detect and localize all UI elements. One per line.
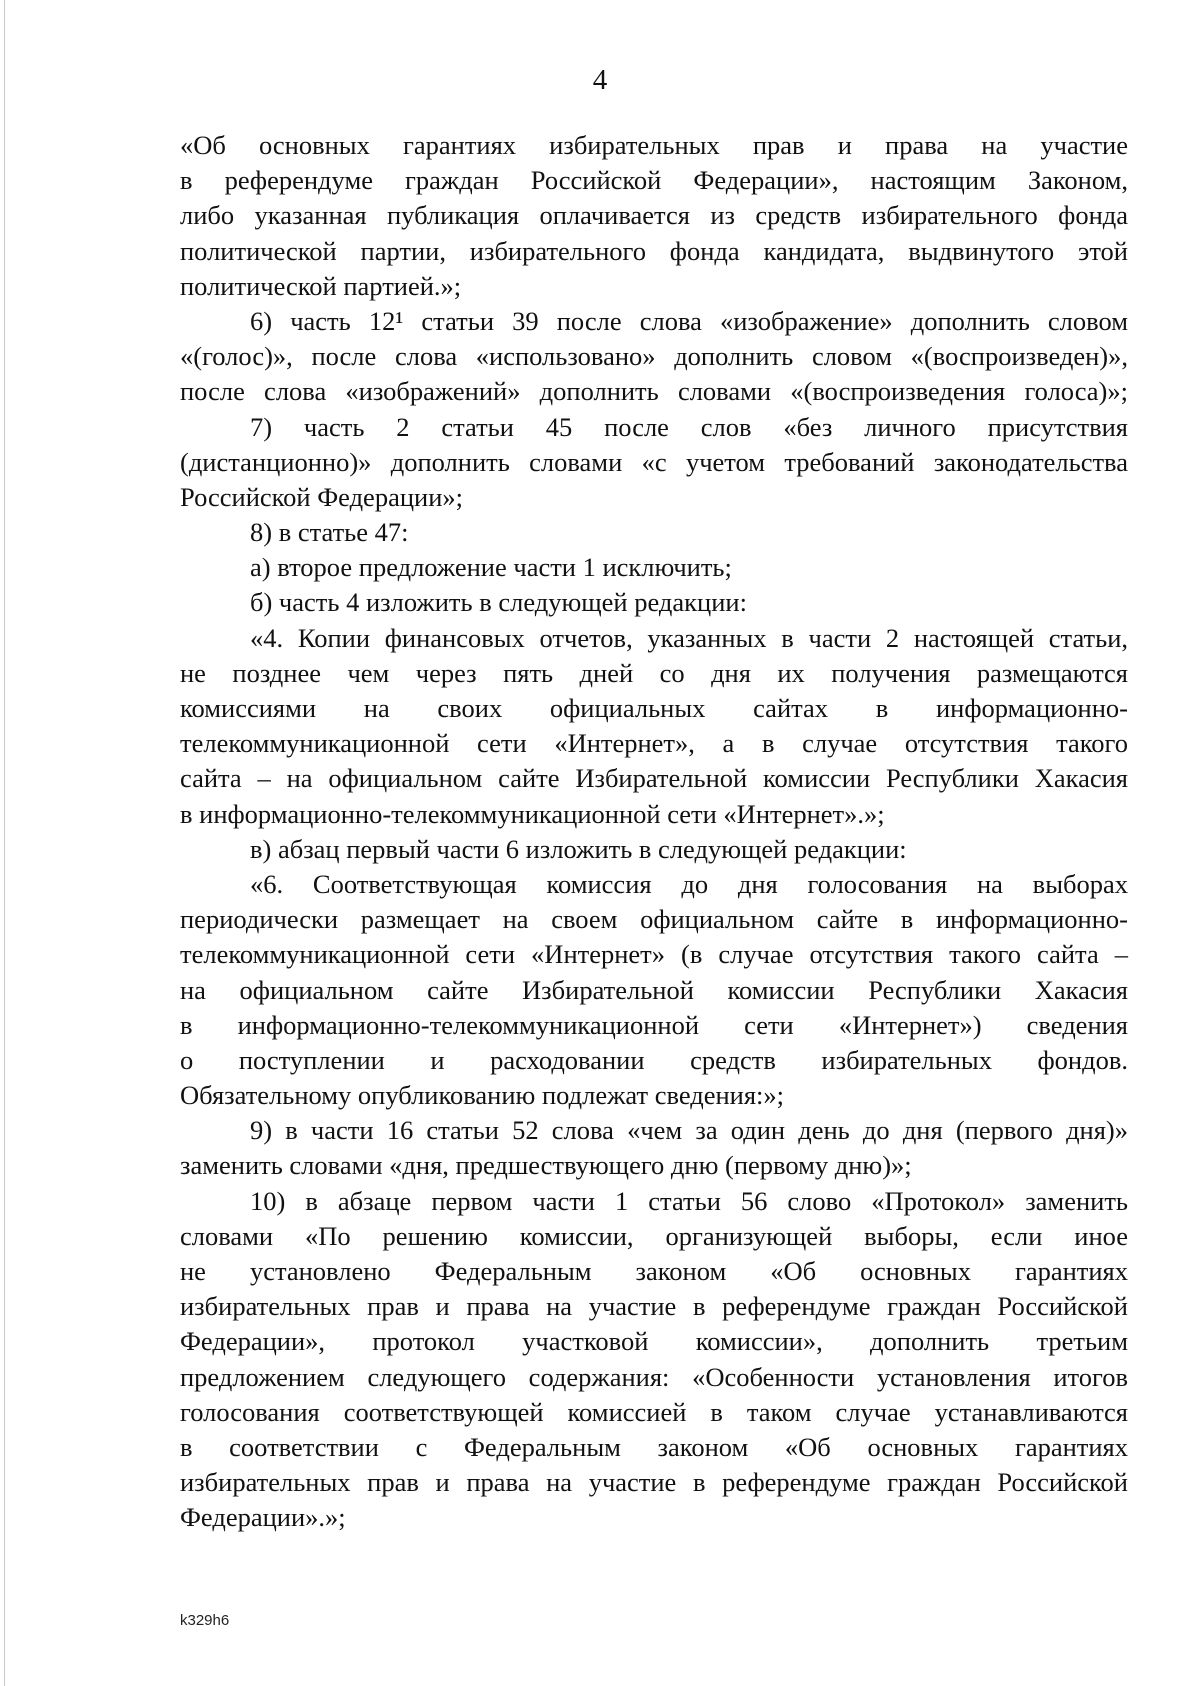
text-line: «4. Копии финансовых отчетов, указанных в части 2 настоящей статьи, <box>250 622 1128 653</box>
text-line: «(голос)», после слова «использовано» дополнить словом «(воспроизведен)», <box>180 341 1128 372</box>
text-line: Обязательному опубликованию подлежат сведения:»; <box>180 1080 785 1111</box>
text-line: 6) часть 12¹ статьи 39 после слова «изображение» дополнить словом <box>250 305 1128 336</box>
text-line: о поступлении и расходовании средств избирательных фондов. <box>180 1044 1128 1075</box>
text-line: а) второе предложение части 1 исключить; <box>250 552 732 583</box>
scan-edge-line <box>4 0 5 1686</box>
footer-code: k329h6 <box>180 1612 230 1629</box>
text-line: 9) в части 16 статьи 52 слова «чем за один день до дня (первого дня)» <box>250 1115 1128 1146</box>
text-line: предложением следующего содержания: «Особенности установления итогов <box>180 1361 1128 1392</box>
text-line: в референдуме граждан Российской Федерации», настоящим Законом, <box>180 165 1128 196</box>
text-line: либо указанная публикация оплачивается из средств избирательного фонда <box>180 200 1128 231</box>
text-line: политической партии, избирательного фонда кандидата, выдвинутого этой <box>180 235 1128 266</box>
text-line: в информационно-телекоммуникационной сети «Интернет») сведения <box>180 1009 1128 1040</box>
text-line: заменить словами «дня, предшествующего дню (первому дню)»; <box>180 1150 912 1181</box>
text-line: б) часть 4 изложить в следующей редакции: <box>250 587 747 618</box>
text-line: Федерации».»; <box>180 1502 346 1533</box>
text-line: «6. Соответствующая комиссия до дня голосования на выборах <box>250 868 1128 899</box>
text-line: после слова «изображений» дополнить словами «(воспроизведения голоса)»; <box>180 376 1128 407</box>
text-line: избирательных прав и права на участие в референдуме граждан Российской <box>180 1291 1128 1322</box>
text-line: избирательных прав и права на участие в референдуме граждан Российской <box>180 1467 1128 1498</box>
document-body <box>180 128 1128 1536</box>
text-line: (дистанционно)» дополнить словами «с учетом требований законодательства <box>180 446 1128 477</box>
text-line: словами «По решению комиссии, организующей выборы, если иное <box>180 1220 1128 1251</box>
text-line: в соответствии с Федеральным законом «Об основных гарантиях <box>180 1431 1128 1462</box>
text-line: телекоммуникационной сети «Интернет», а в случае отсутствия такого <box>180 728 1128 759</box>
text-line: на официальном сайте Избирательной комиссии Республики Хакасия <box>180 974 1128 1005</box>
text-line: Российской Федерации»; <box>180 481 463 512</box>
text-line: политической партией.»; <box>180 270 462 301</box>
text-line: не установлено Федеральным законом «Об основных гарантиях <box>180 1256 1128 1286</box>
text-line: не позднее чем через пять дней со дня их получения размещаются <box>180 657 1128 688</box>
text-line: Федерации», протокол участковой комиссии», дополнить третьим <box>180 1326 1128 1357</box>
text-line: 7) часть 2 статьи 45 после слов «без личного присутствия <box>250 411 1128 442</box>
text-line: в) абзац первый части 6 изложить в следующей редакции: <box>250 833 907 864</box>
text-line: 10) в абзаце первом части 1 статьи 56 слово «Протокол» заменить <box>250 1185 1128 1216</box>
text-line: 8) в статье 47: <box>250 517 409 548</box>
text-line: сайта – на официальном сайте Избирательной комиссии Республики Хакасия <box>180 763 1128 794</box>
text-line: в информационно-телекоммуникационной сети «Интернет».»; <box>180 798 885 829</box>
page-number: 4 <box>592 64 608 96</box>
text-line: комиссиями на своих официальных сайтах в информационно- <box>180 693 1128 723</box>
text-line: голосования соответствующей комиссией в таком случае устанавливаются <box>180 1396 1128 1427</box>
text-line: периодически размещает на своем официальном сайте в информационно- <box>180 904 1128 935</box>
text-line: телекоммуникационной сети «Интернет» (в случае отсутствия такого сайта – <box>180 939 1128 970</box>
text-line: «Об основных гарантиях избирательных прав и права на участие <box>180 130 1128 160</box>
